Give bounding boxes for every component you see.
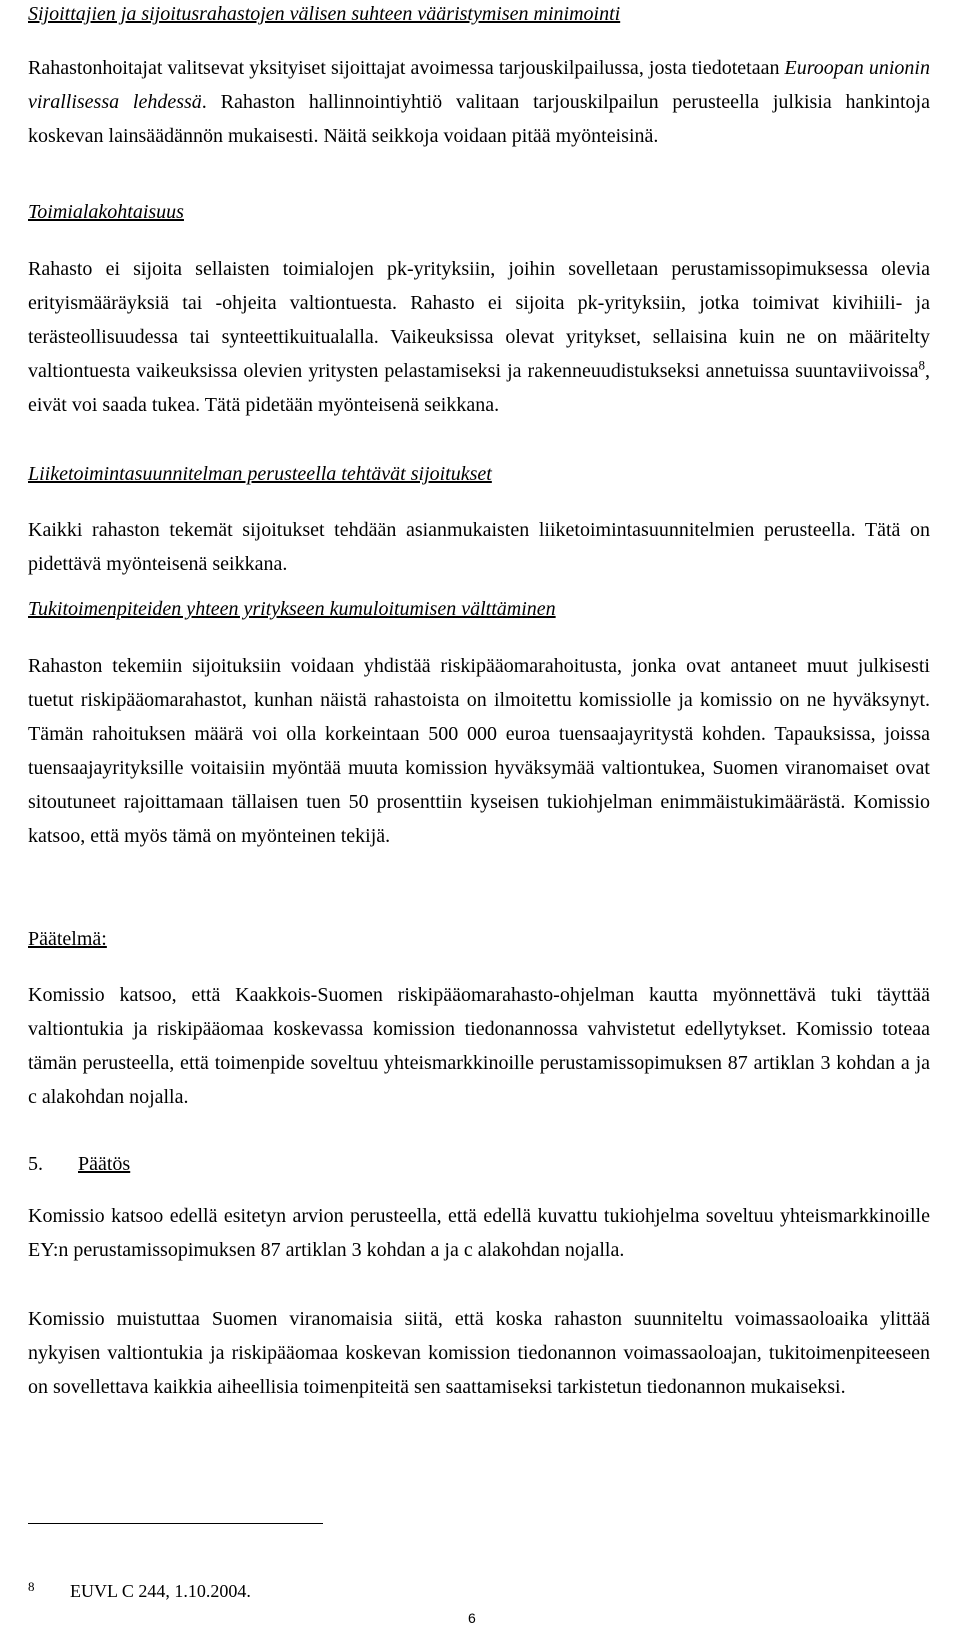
paragraph-text: Rahasto ei sijoita sellaisten toimialojen pk-yrityksiin, joihin sovelletaan perustamissopimuksessa olevia erityismääräyksiä tai -ohjeita valtiontuesta. Rahasto ei sijoita pk-yrityksiin, jotka toimivat kivihiili- ja terästeollisuudessa tai synteettikuitualalla. Vaikeuksissa olevat yritykset, sellaisina kuin ne on määritelty valtiontuesta vaikeuksissa olevien yritysten pelastamiseksi ja rakenneuudistukseksi annetuissa suuntaviivoissa (28, 258, 930, 382)
journal-name: Euroopan unionin virallisessa lehdessä (28, 57, 930, 113)
decision-heading: Päätös (78, 1153, 131, 1175)
paragraph-sector (28, 252, 930, 422)
section-heading-business-plan: Liiketoimintasuunnitelman perusteella tehtävät sijoitukset (28, 463, 492, 485)
paragraph-conclusion: Komissio katsoo, että Kaakkois-Suomen riskipääomarahasto-ohjelman kautta myönnettävä tuki täyttää valtiontukia ja riskipääomaa koskevassa komission tiedonannossa vahvistetut edellytykset. Komissio toteaa tämän perusteella, että toimenpide soveltuu yhteismarkkinoille perustamissopimuksen 87 artiklan 3 kohdan a ja c alakohdan nojalla. (28, 984, 930, 1108)
decision-heading-row (28, 1147, 930, 1181)
paragraph-cumulation: Rahaston tekemiin sijoituksiin voidaan yhdistää riskipääomarahoitusta, jonka ovat antaneet muut julkisesti tuetut riskipääomarahastot, kunhan näistä rahastoista on ilmoitettu komissiolle ja komissio on ne hyväksynyt. Tämän rahoituksen määrä voi olla korkeintaan 500 000 euroa tuensaajayritystä kohden. Tapauksissa, joissa tuensaajayrityksille voitaisiin myöntää muuta komission hyväksymää valtiontukea, Suomen viranomaiset ovat sitoutuneet rajoittamaan tällaisen tuen 50 prosenttiin kyseisen tukiohjelman enimmäistukimäärästä. Komissio katsoo, että myös tämä on myönteinen tekijä. (28, 655, 930, 847)
footnote-divider (28, 1523, 323, 1524)
section-heading-sector: Toimialakohtaisuus (28, 201, 184, 223)
paragraph-text: . Rahaston hallinnointiyhtiö valitaan tarjouskilpailun perusteella julkisia hankintoja koskevan lainsäädännön mukaisesti. Näitä seikkoja voidaan pitää myönteisinä. (28, 91, 930, 147)
paragraph-decision-1: Komissio katsoo edellä esitetyn arvion perusteella, että edellä kuvattu tukiohjelma soveltuu yhteismarkkinoille EY:n perustamissopimuksen 87 artiklan 3 kohdan a ja c alakohdan nojalla. (28, 1205, 930, 1261)
footnote-number: 8 (28, 1579, 35, 1594)
footnote (28, 1575, 251, 1603)
section-number: 5. (28, 1153, 43, 1175)
paragraph-business-plan: Kaikki rahaston tekemät sijoitukset tehdään asianmukaisten liiketoimintasuunnitelmien perusteella. Tätä on pidettävä myönteisenä seikkana. (28, 519, 930, 575)
footnote-reference: 8 (918, 357, 925, 373)
paragraph-text: , eivät voi saada tukea. Tätä pidetään myönteisenä seikkana. (28, 360, 930, 416)
section-heading-distortion: Sijoittajien ja sijoitusrahastojen välisen suhteen vääristymisen minimointi (28, 3, 621, 25)
paragraph-distortion (28, 51, 930, 153)
paragraph-text: Rahastonhoitajat valitsevat yksityiset sijoittajat avoimessa tarjouskilpailussa, josta tiedotetaan (28, 57, 785, 79)
section-heading-cumulation: Tukitoimenpiteiden yhteen yritykseen kumuloitumisen välttäminen (28, 598, 556, 620)
page-number: 6 (468, 1610, 476, 1626)
paragraph-decision-2: Komissio muistuttaa Suomen viranomaisia siitä, että koska rahaston suunniteltu voimassaoloaika ylittää nykyisen valtiontukia ja riskipääomaa koskevan komission tiedonannon voimassaoloajan, tukitoimenpiteeseen on sovellettava kaikkia aiheellisia toimenpiteitä sen saattamiseksi tarkistetun tiedonannon mukaiseksi. (28, 1308, 930, 1398)
conclusion-heading: Päätelmä: (28, 928, 107, 950)
footnote-text: EUVL C 244, 1.10.2004. (70, 1581, 251, 1601)
